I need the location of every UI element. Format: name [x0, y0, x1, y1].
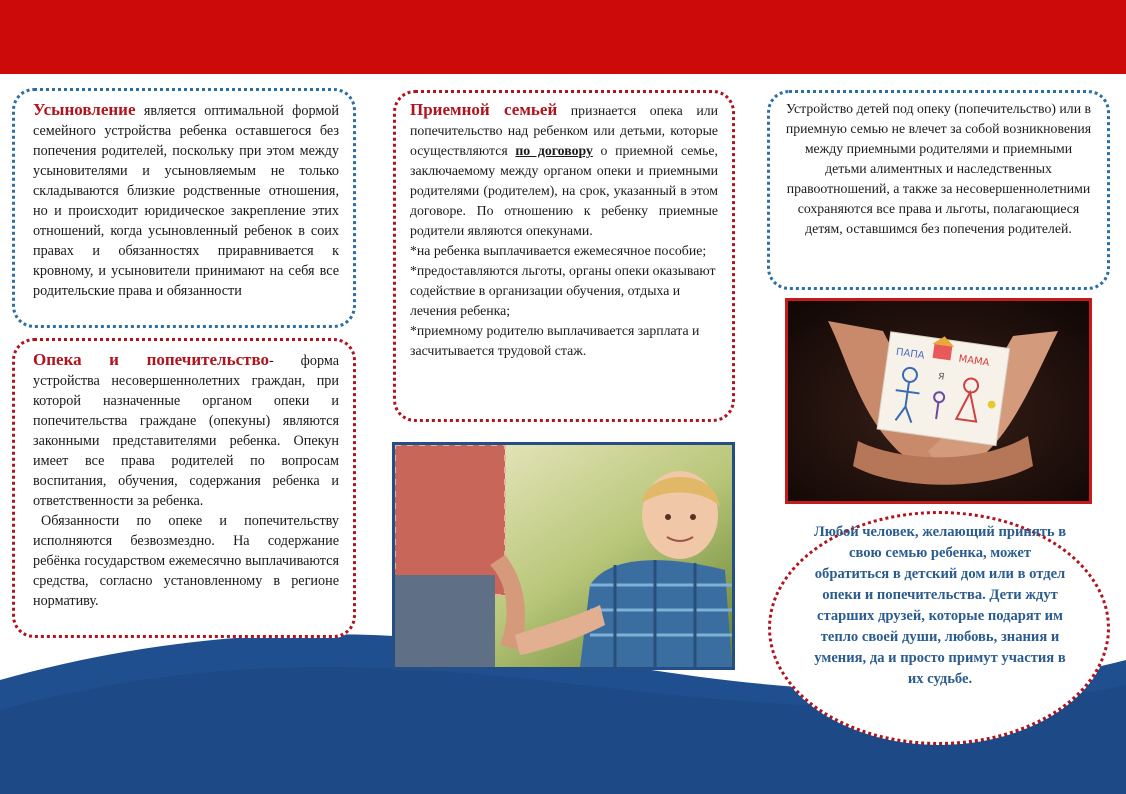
foster-bullet-1: *на ребенка выплачивается ежемесячное пособие;	[410, 243, 707, 258]
adoption-box	[12, 88, 356, 328]
foster-text-b: о приемной семье, заключаемому между органом опеки и приемными родителями (родителем), на срок, указанный в этом договоре. По отношению к ребенку приемные родители являются опекунами.	[410, 143, 718, 238]
guardianship-term: Опека и попечительство	[33, 350, 270, 369]
card-label-papa: ПАПА	[895, 346, 926, 362]
contract-link-text: по договору	[515, 143, 593, 158]
foster-term: Приемной семьей	[410, 100, 558, 119]
foster-bullet-2: *предоставляются льготы, органы опеки оказывают содействие в организации обучения, отдыха и лечения ребенка;	[410, 263, 716, 318]
foster-text-a: признается опека или попечительство над ребенком или детьми, которые осуществляются	[410, 103, 718, 158]
foster-family-box	[393, 90, 735, 422]
hands-drawing-illustration	[788, 301, 1089, 501]
top-red-band	[0, 0, 1126, 74]
father-and-son-illustration	[395, 445, 732, 667]
father-and-son-photo	[392, 442, 735, 670]
placement-note-box	[767, 90, 1110, 290]
card-label-ya: Я	[937, 371, 945, 383]
guardianship-text: - форма устройства несовершеннолетних граждан, при которой назначенные органом опеки и попечительства граждане (опекуны) являются законными представителями ребенка. Опекун имеет все права родителей по вопросам воспитания, обучения, содержания ребенка и ответственности за ребенка.	[33, 353, 339, 509]
placement-note-text: Устройство детей под опеку (попечительство) или в приемную семью не влечет за собой возникновения между приемными родителями и приемными детьми алиментных и наследственных правоотношений, а также за несовершеннолетними сохраняются все права и льготы, полагающиеся детям, оставшимся без попечения родителей.	[785, 101, 1092, 236]
guardianship-box	[12, 338, 356, 638]
hands-with-drawing-photo	[785, 298, 1092, 504]
adoption-term: Усыновление	[33, 100, 136, 119]
card-label-mama: МАМА	[957, 353, 991, 369]
foster-bullet-3: *приемному родителю выплачивается зарплата и засчитывается трудовой стаж.	[410, 323, 700, 358]
adoption-text: является оптимальной формой семейного устройства ребенка оставшегося без попечения родителей, поскольку при этом между усыновителями и усыновляемым не только складываются близкие родственные отношения, но и происходит юридическое закрепление этих отношений, когда усыновленный ребенок в соих правах и обязанностях приравнивается к кровному, и усыновители принимают на себя все родительские права и обязанности	[33, 103, 339, 299]
callout-text: Любой человек, желающий принять в свою семью ребенка, может обратиться в детский дом или в отдел опеки и попечительства. Дети ждут старших друзей, которые подарят им тепло своей души, любовь, знания и умения, да и просто примут участия в их судьбе.	[813, 524, 1067, 687]
guardianship-text-2: Обязанности по опеке и попечительству исполняются безвозмездно. На содержание ребёнка государством ежемесячно выплачиваются средства, согласно установленному в регионе нормативу.	[33, 513, 339, 609]
